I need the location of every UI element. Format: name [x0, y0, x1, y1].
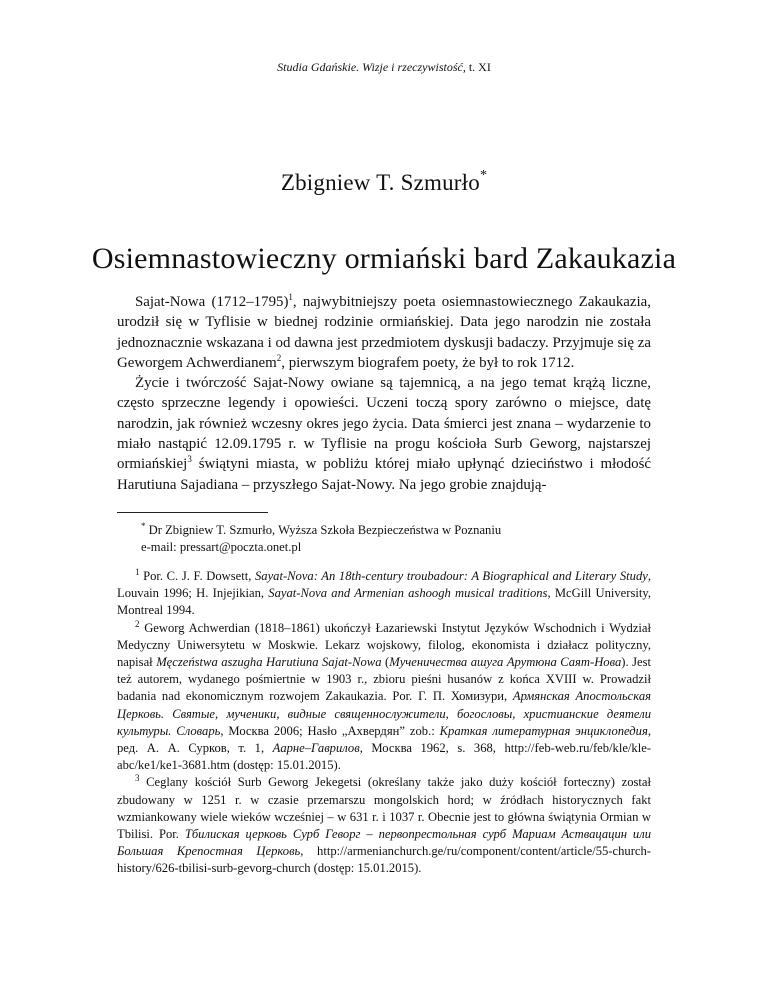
affiliation-line	[117, 522, 651, 539]
footnote-1	[117, 568, 651, 620]
article-title: Osiemnastowieczny ormiański bard Zakaukazia	[91, 242, 677, 275]
footnote-text: (	[381, 655, 390, 670]
footnote-number: 2	[135, 618, 140, 629]
footnote-ref-2: 2	[276, 352, 282, 363]
body-text	[117, 292, 651, 495]
footnote-text: , http://armenianchurch.ge/ru/component/content/article/55-church-history/626-tbilisi-surb-gevorg-church (dostęp: 15.01.2015).	[117, 844, 651, 876]
paragraph-text: Życie i twórczość Sajat-Nowy owiane są tajemnicą, a na jego temat krążą liczne, często sprzeczne legendy i opowieści. Uczeni toczą spory zarówno o miejsce, datę narodzin, jak również wczesny okres jego życia. Data śmierci jest znana – wydarzenie to miało nastąpić 12.09.1795 r. w Tyflisie na progu kościoła Surb Geworg, najstarszej ormiańskiej	[117, 375, 651, 473]
paragraph-2	[117, 373, 651, 495]
footnote-italic: Sayat-Nova: An 18th-century troubadour: A Biographical and Literary Study	[254, 569, 648, 583]
paragraph-1	[117, 292, 651, 373]
footnote-text: , McGill University, Montreal 1994.	[117, 586, 651, 618]
footnote-text: , Louvain 1996; H. Injejikian,	[117, 569, 651, 601]
footnote-number: 3	[135, 773, 140, 784]
author-name-text: Zbigniew T. Szmurło	[280, 170, 480, 195]
footnote-text: , ред. А. А. Сурков, т. 1,	[117, 723, 651, 756]
footnote-text: , Москва 2006; Hasło „Ахвердян” zob.:	[220, 723, 440, 738]
footnote-italic: Мученичества ашуга Арутюна Саят-Нова	[389, 655, 622, 670]
affiliation-text: Dr Zbigniew T. Szmurło, Wyższa Szkoła Bezpieczeństwa w Poznaniu	[148, 523, 502, 537]
paragraph-text: Sajat-Nowa (1712–1795)	[135, 294, 289, 310]
journal-title: Studia Gdańskie. Wizje i rzeczywistość,	[277, 60, 466, 74]
footnote-separator	[117, 512, 268, 513]
footnote-number: 1	[135, 566, 140, 577]
footnote-3	[117, 774, 651, 877]
footnote-text: Por. C. J. F. Dowsett,	[139, 569, 255, 583]
author-note-mark: *	[141, 520, 146, 531]
footnote-text: , Москва 1962, s. 368, http://feb-web.ru/feb/kle/kle-abc/ke1/ke1-3681.htm (dostęp: 15.01.2015).	[117, 741, 651, 773]
footnotes	[117, 568, 651, 878]
author-name	[0, 170, 768, 196]
footnote-italic: Sayat-Nova and Armenian ashoogh musical traditions	[268, 586, 548, 601]
footnote-italic: Краткая литературная энциклопедия	[439, 723, 648, 738]
volume-number: t. XI	[468, 60, 491, 74]
running-head	[0, 60, 768, 75]
footnote-text: Ceglany kościół Surb Geworg Jekegetsi (określany także jako duży kościół forteczny) został zbudowany w 1251 r. w czasie przemarszu mongolskich hord; w źródłach historycznych fakt wzmiankowany wiele wieków wcześniej – w 631 r. i 1037 r. Obecnie jest to główna świątynia Ormian w Tbilisi. Por.	[117, 775, 651, 842]
footnote-italic: Aарне–Гаврилов	[272, 741, 360, 756]
author-footnote-mark: *	[479, 168, 488, 184]
author-affiliation-note	[117, 522, 651, 557]
footnote-2	[117, 620, 651, 775]
footnote-italic: Тбилиская церковь Сурб Геворг – первопрестольная сурб Мариам Аствацацин или Большая Крепостная Церковь	[117, 827, 651, 859]
paragraph-text: świątyni miasta, w pobliżu której miało upłynąć dzieciństwo i młodość Harutiuna Sajadiana – przyszłego Sajat-Nowy. Na jego grobie znajdują-	[117, 456, 651, 493]
paragraph-text: , pierwszym biografem poety, że był to rok 1712.	[281, 354, 575, 371]
footnote-ref-1: 1	[288, 292, 293, 303]
footnote-text: Geworg Achwerdian (1818–1861) ukończył Łazariewski Instytut Języków Wschodnich i Wydział Medyczny Uniwersytetu w Moskwie. Lekarz wojskowy, filolog, ekonomista i działacz polityczny, napisał	[117, 620, 651, 670]
footnote-text: ). Jest też autorem, wydanego pośmiertnie w 1903 r., zbioru pieśni husanów z końca XVIII w. Prowadził badania nad ekonomicznym rozwojem Zakaukazia. Por. Г. П. Хомизури,	[117, 655, 652, 704]
footnote-italic: Армянская Апостольская Церковь. Святые, мученики, видные священнослужители, богословы, христианские деятели культуры. Словарь	[117, 689, 651, 738]
email-line: e-mail: pressart@poczta.onet.pl	[141, 540, 302, 555]
footnote-ref-3: 3	[187, 454, 192, 465]
paragraph-text: , najwybitniejszy poeta osiemnastowiecznego Zakaukazia, urodził się w Tyflisie w biednej rodzinie ormiańskiej. Data jego narodzin nie została jednoznacznie wskazana i od dawna jest przedmiotem dyskusji badaczy. Przyjmuje się za Geworgem Achwerdianem	[117, 294, 651, 371]
footnote-italic: Męczeństwa aszugha Harutiuna Sajat-Nowa	[156, 655, 382, 670]
